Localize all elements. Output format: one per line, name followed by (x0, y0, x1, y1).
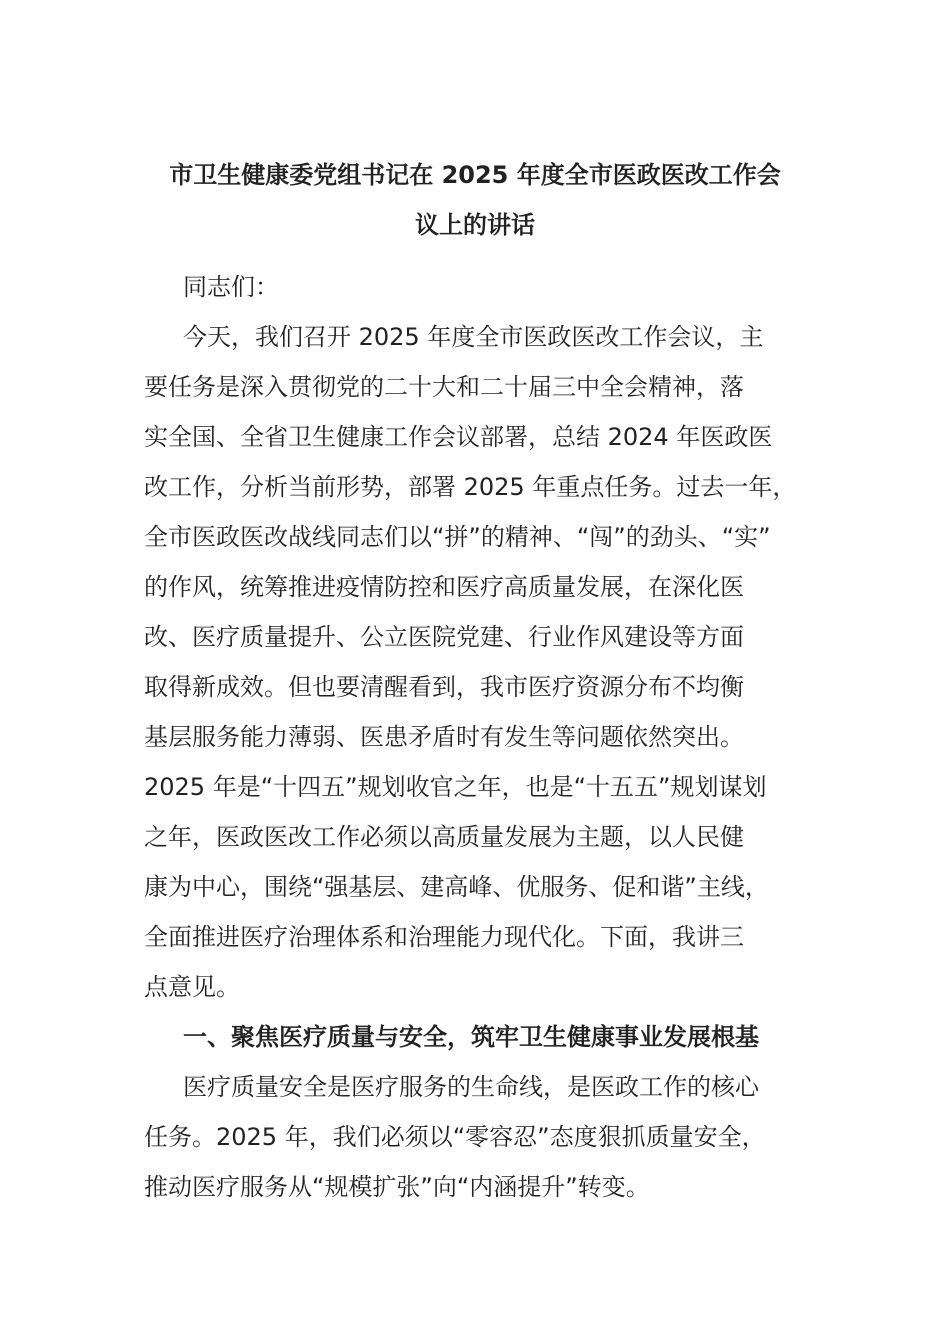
document-title-line-1: 市卫生健康委党组书记在 2025 年度全市医政医改工作会 (169, 161, 781, 189)
paragraph-2-line: 医疗质量安全是医疗服务的生命线，是医政工作的核心 (183, 1073, 759, 1101)
paragraph-1-line: 基层服务能力薄弱、医患矛盾时有发生等问题依然突出。 (144, 723, 744, 751)
paragraph-1-line: 全面推进医疗治理体系和治理能力现代化。下面，我讲三 (144, 923, 744, 951)
paragraph-1-line: 2025 年是“十四五”规划收官之年，也是“十五五”规划谋划 (144, 773, 767, 801)
paragraph-2-line: 任务。2025 年，我们必须以“零容忍”态度狠抓质量安全， (144, 1123, 766, 1151)
paragraph-1-line: 的作风，统筹推进疫情防控和医疗高质量发展，在深化医 (144, 573, 744, 601)
paragraph-1-line: 点意见。 (144, 973, 240, 1001)
salutation: 同志们： (183, 273, 279, 301)
paragraph-1-line: 取得新成效。但也要清醒看到，我市医疗资源分布不均衡 (144, 673, 744, 701)
paragraph-1-line: 康为中心，围绕“强基层、建高峰、优服务、促和谐”主线， (144, 873, 769, 901)
paragraph-1-line: 实全国、全省卫生健康工作会议部署，总结 2024 年医政医 (144, 423, 773, 451)
paragraph-1-line: 之年，医政医改工作必须以高质量发展为主题，以人民健 (144, 823, 744, 851)
paragraph-1-line: 全市医政医改战线同志们以“拼”的精神、“闯”的劲头、“实” (144, 523, 771, 551)
paragraph-1-line: 今天，我们召开 2025 年度全市医政医改工作会议，主 (183, 323, 764, 351)
document-title-line-2: 议上的讲话 (415, 211, 535, 239)
paragraph-1-line: 改、医疗质量提升、公立医院党建、行业作风建设等方面 (144, 623, 744, 651)
paragraph-1-line: 要任务是深入贯彻党的二十大和二十届三中全会精神，落 (144, 373, 744, 401)
section-1-heading: 一、聚焦医疗质量与安全，筑牢卫生健康事业发展根基 (183, 1023, 759, 1051)
paragraph-2-line: 推动医疗服务从“规模扩张”向“内涵提升”转变。 (144, 1173, 650, 1201)
paragraph-1-line: 改工作，分析当前形势，部署 2025 年重点任务。过去一年， (144, 473, 797, 501)
